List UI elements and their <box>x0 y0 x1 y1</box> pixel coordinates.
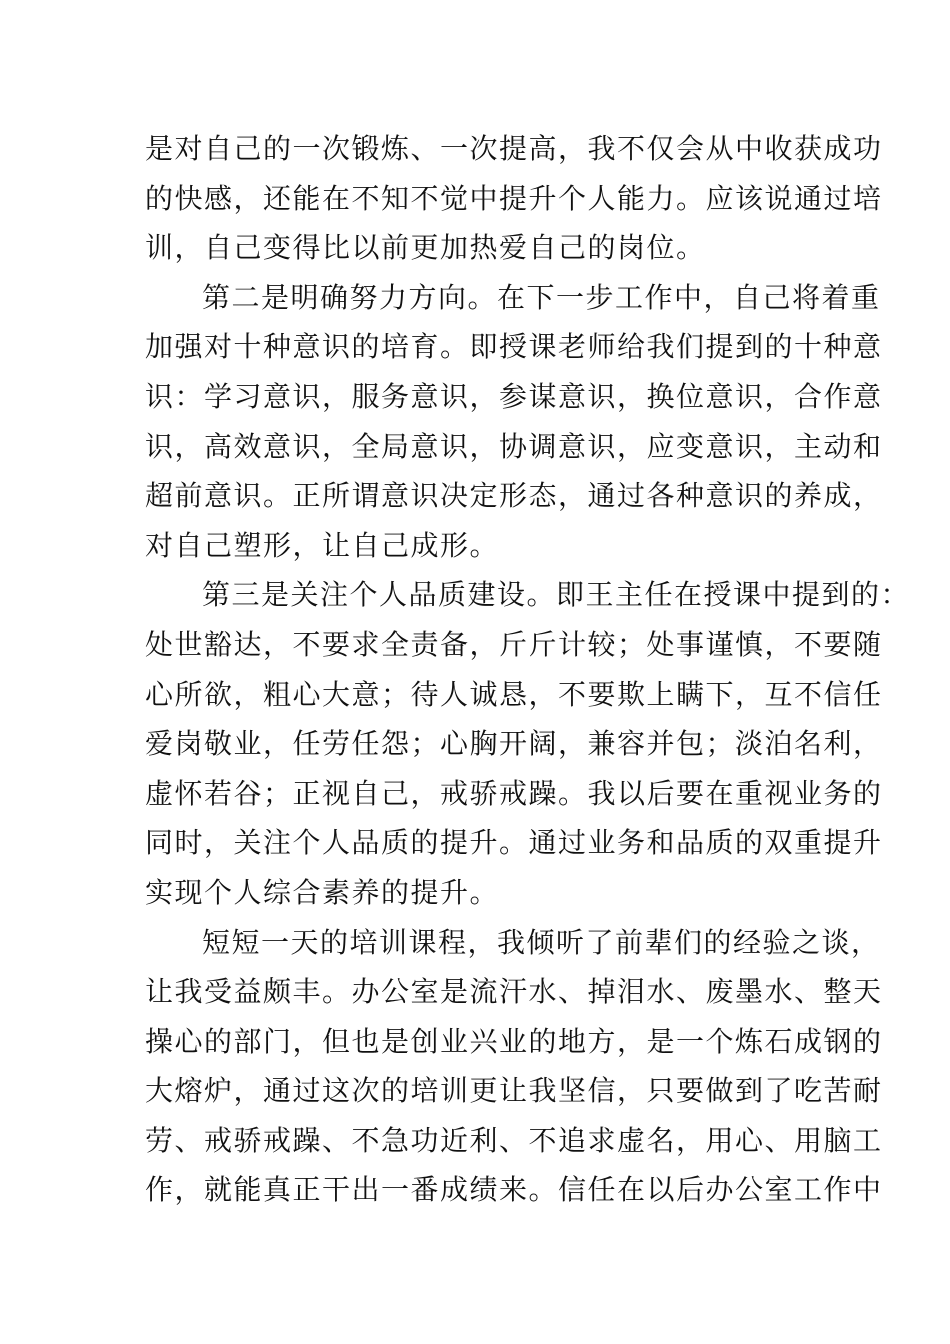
text-line: 作，就能真正干出一番成绩来。信任在以后办公室工作中 <box>145 1173 883 1207</box>
text-line: 训，自己变得比以前更加热爱自己的岗位。 <box>145 231 706 265</box>
text-line: 心所欲，粗心大意；待人诚恳，不要欺上瞒下，互不信任 <box>145 677 883 711</box>
text-line: 大熔炉，通过这次的培训更让我坚信，只要做到了吃苦耐 <box>145 1074 883 1108</box>
text-line: 加强对十种意识的培育。即授课老师给我们提到的十种意 <box>145 330 883 364</box>
text-line: 超前意识。正所谓意识决定形态，通过各种意识的养成， <box>145 479 883 513</box>
paragraph-start-line: 第二是明确努力方向。在下一步工作中，自己将着重 <box>202 280 881 314</box>
text-line: 处世豁达，不要求全责备，斤斤计较；处事谨慎，不要随 <box>145 627 883 661</box>
text-line: 操心的部门，但也是创业兴业的地方，是一个炼石成钢的 <box>145 1024 883 1058</box>
text-line: 识，高效意识，全局意识，协调意识，应变意识，主动和 <box>145 429 883 463</box>
text-line: 实现个人综合素养的提升。 <box>145 875 500 909</box>
paragraph-start-line: 短短一天的培训课程，我倾听了前辈们的经验之谈， <box>202 925 881 959</box>
text-line: 爱岗敬业，任劳任怨；心胸开阔，兼容并包；淡泊名利， <box>145 727 883 761</box>
body-text <box>145 124 911 1215</box>
text-line: 劳、戒骄戒躁、不急功近利、不追求虚名，用心、用脑工 <box>145 1123 883 1157</box>
text-line: 让我受益颇丰。办公室是流汗水、掉泪水、废墨水、整天 <box>145 975 883 1009</box>
paragraph-start-line: 第三是关注个人品质建设。即王主任在授课中提到的： <box>202 578 911 612</box>
text-line: 的快感，还能在不知不觉中提升个人能力。应该说通过培 <box>145 181 883 215</box>
text-line: 虚怀若谷；正视自己，戒骄戒躁。我以后要在重视业务的 <box>145 776 883 810</box>
text-line: 对自己塑形，让自己成形。 <box>145 528 500 562</box>
text-line: 同时，关注个人品质的提升。通过业务和品质的双重提升 <box>145 826 883 860</box>
text-line: 是对自己的一次锻炼、一次提高，我不仅会从中收获成功 <box>145 132 883 165</box>
text-line: 识：学习意识，服务意识，参谋意识，换位意识，合作意 <box>145 379 883 413</box>
